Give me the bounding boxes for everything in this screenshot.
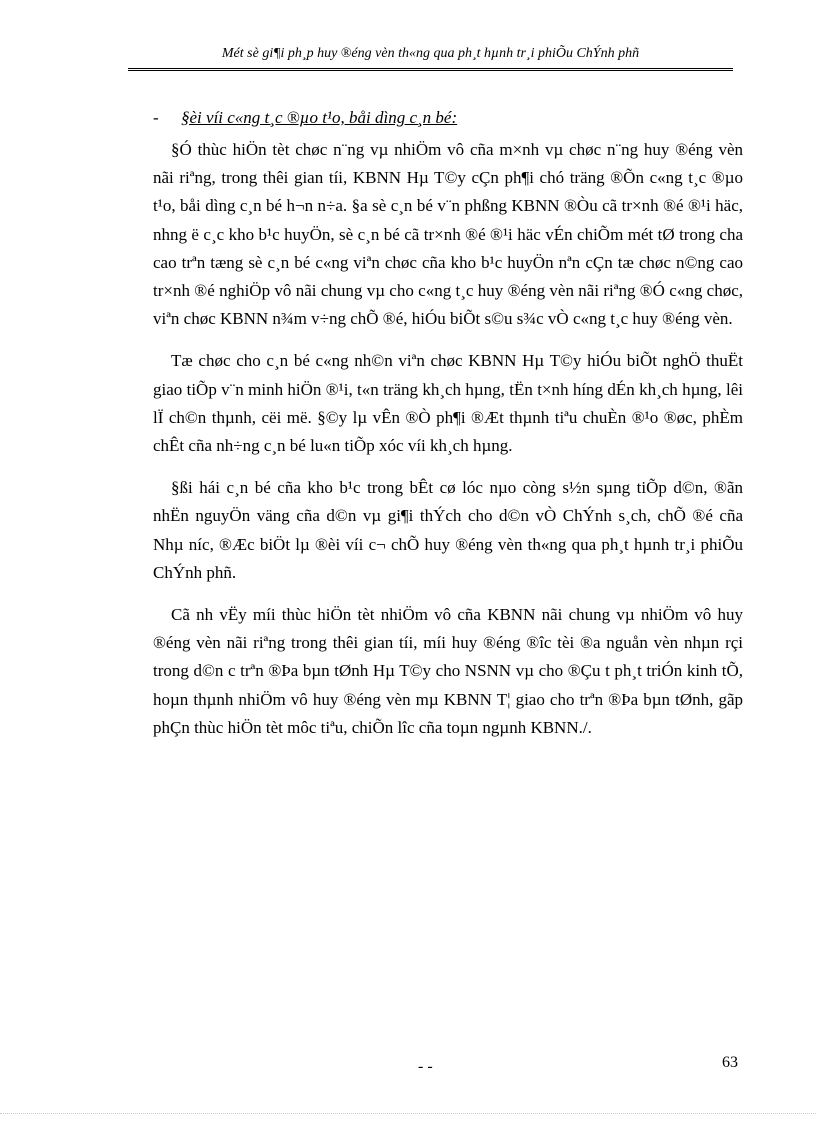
paragraph: Cã nh vËy míi thùc hiÖn tèt nhiÖm vô cña KBNN nãi chung vµ nhiÖm vô huy ®éng vèn nãi riªng trong thêi gian tíi, míi huy ®éng ®îc tèi ®a nguån vèn nhµn rçi trong d©n c trªn ®Þa bµn tØnh Hµ T©y cho NSNN vµ cho ®Çu t ph¸t triÓn kinh tÕ, hoµn thµnh nhiÖm vô huy ®éng vèn mµ KBNN T¦ giao cho trªn ®Þa bµn tØnh, gãp phÇn thùc hiÖn tèt môc tiªu, chiÕn lîc cña toµn ngµnh KBNN./. [153, 605, 743, 737]
body-text [153, 136, 743, 756]
section-heading-text: §èi víi c«ng t¸c ®µo t¹o, båi dìng c¸n bé: [181, 108, 458, 127]
paragraph: §ßi hái c¸n bé cña kho b¹c trong bÊt cø lóc nµo còng s½n sµng tiÕp d©n, ®ãn nhËn nguyÖn väng cña d©n vµ gi¶i thÝch cho d©n vÒ ChÝnh s¸ch, chÕ ®é cña Nhµ níc, ®Æc biÖt lµ ®èi víi c¬ chÕ huy ®éng vèn th«ng qua ph¸t hµnh tr¸i phiÕu ChÝnh phñ. [153, 478, 743, 582]
bottom-rule [0, 1113, 816, 1114]
footer-center-mark: - - [418, 1058, 433, 1075]
section-heading [153, 108, 743, 128]
paragraph: Tæ chøc cho c¸n bé c«ng nh©n viªn chøc KBNN Hµ T©y hiÓu biÕt nghÖ thuËt giao tiÕp v¨n minh hiÖn ®¹i, t«n träng kh¸ch hµng, tËn t×nh híng dÉn kh¸ch hµng, lêi lÏ ch©n thµnh, cëi më. §©y lµ vÊn ®Ò ph¶i ®Æt thµnh tiªu chuÈn ®¹o ®øc, phÈm chÊt cña nh÷ng c¸n bé lu«n tiÕp xóc víi kh¸ch hµng. [153, 351, 743, 456]
running-header: Mét sè gi¶i ph¸p huy ®éng vèn th«ng qua ph¸t hµnh tr¸i phiÕu ChÝnh phñ [128, 46, 733, 71]
bullet-dash: - [153, 108, 159, 127]
paragraph: §Ó thùc hiÖn tèt chøc n¨ng vµ nhiÖm vô cña m×nh vµ chøc n¨ng huy ®éng vèn nãi riªng, trong thêi gian tíi, KBNN Hµ T©y cÇn ph¶i chó träng ®Õn c«ng t¸c ®µo t¹o, båi dìng c¸n bé h¬n n÷a. §a sè c¸n bé v¨n phßng KBNN ®Òu cã tr×nh ®é ®¹i häc, nhng ë c¸c kho b¹c huyÖn, sè c¸n bé cã tr×nh ®é ®¹i häc vÉn chiÕm mét tØ trong cha cao trªn tæng sè c¸n bé c«ng viªn chøc cña kho b¹c huyÖn nªn cÇn tæ chøc n©ng cao tr×nh ®é nghiÖp vô nãi chung vµ cho c«ng t¸c huy ®éng vèn nãi riªng ®Ó c«ng chøc, viªn chøc KBNN n¾m v÷ng chÕ ®é, hiÓu biÕt s©u s¾c vÒ c«ng t¸c huy ®éng vèn. [153, 140, 743, 329]
page-number: 63 [722, 1054, 738, 1071]
